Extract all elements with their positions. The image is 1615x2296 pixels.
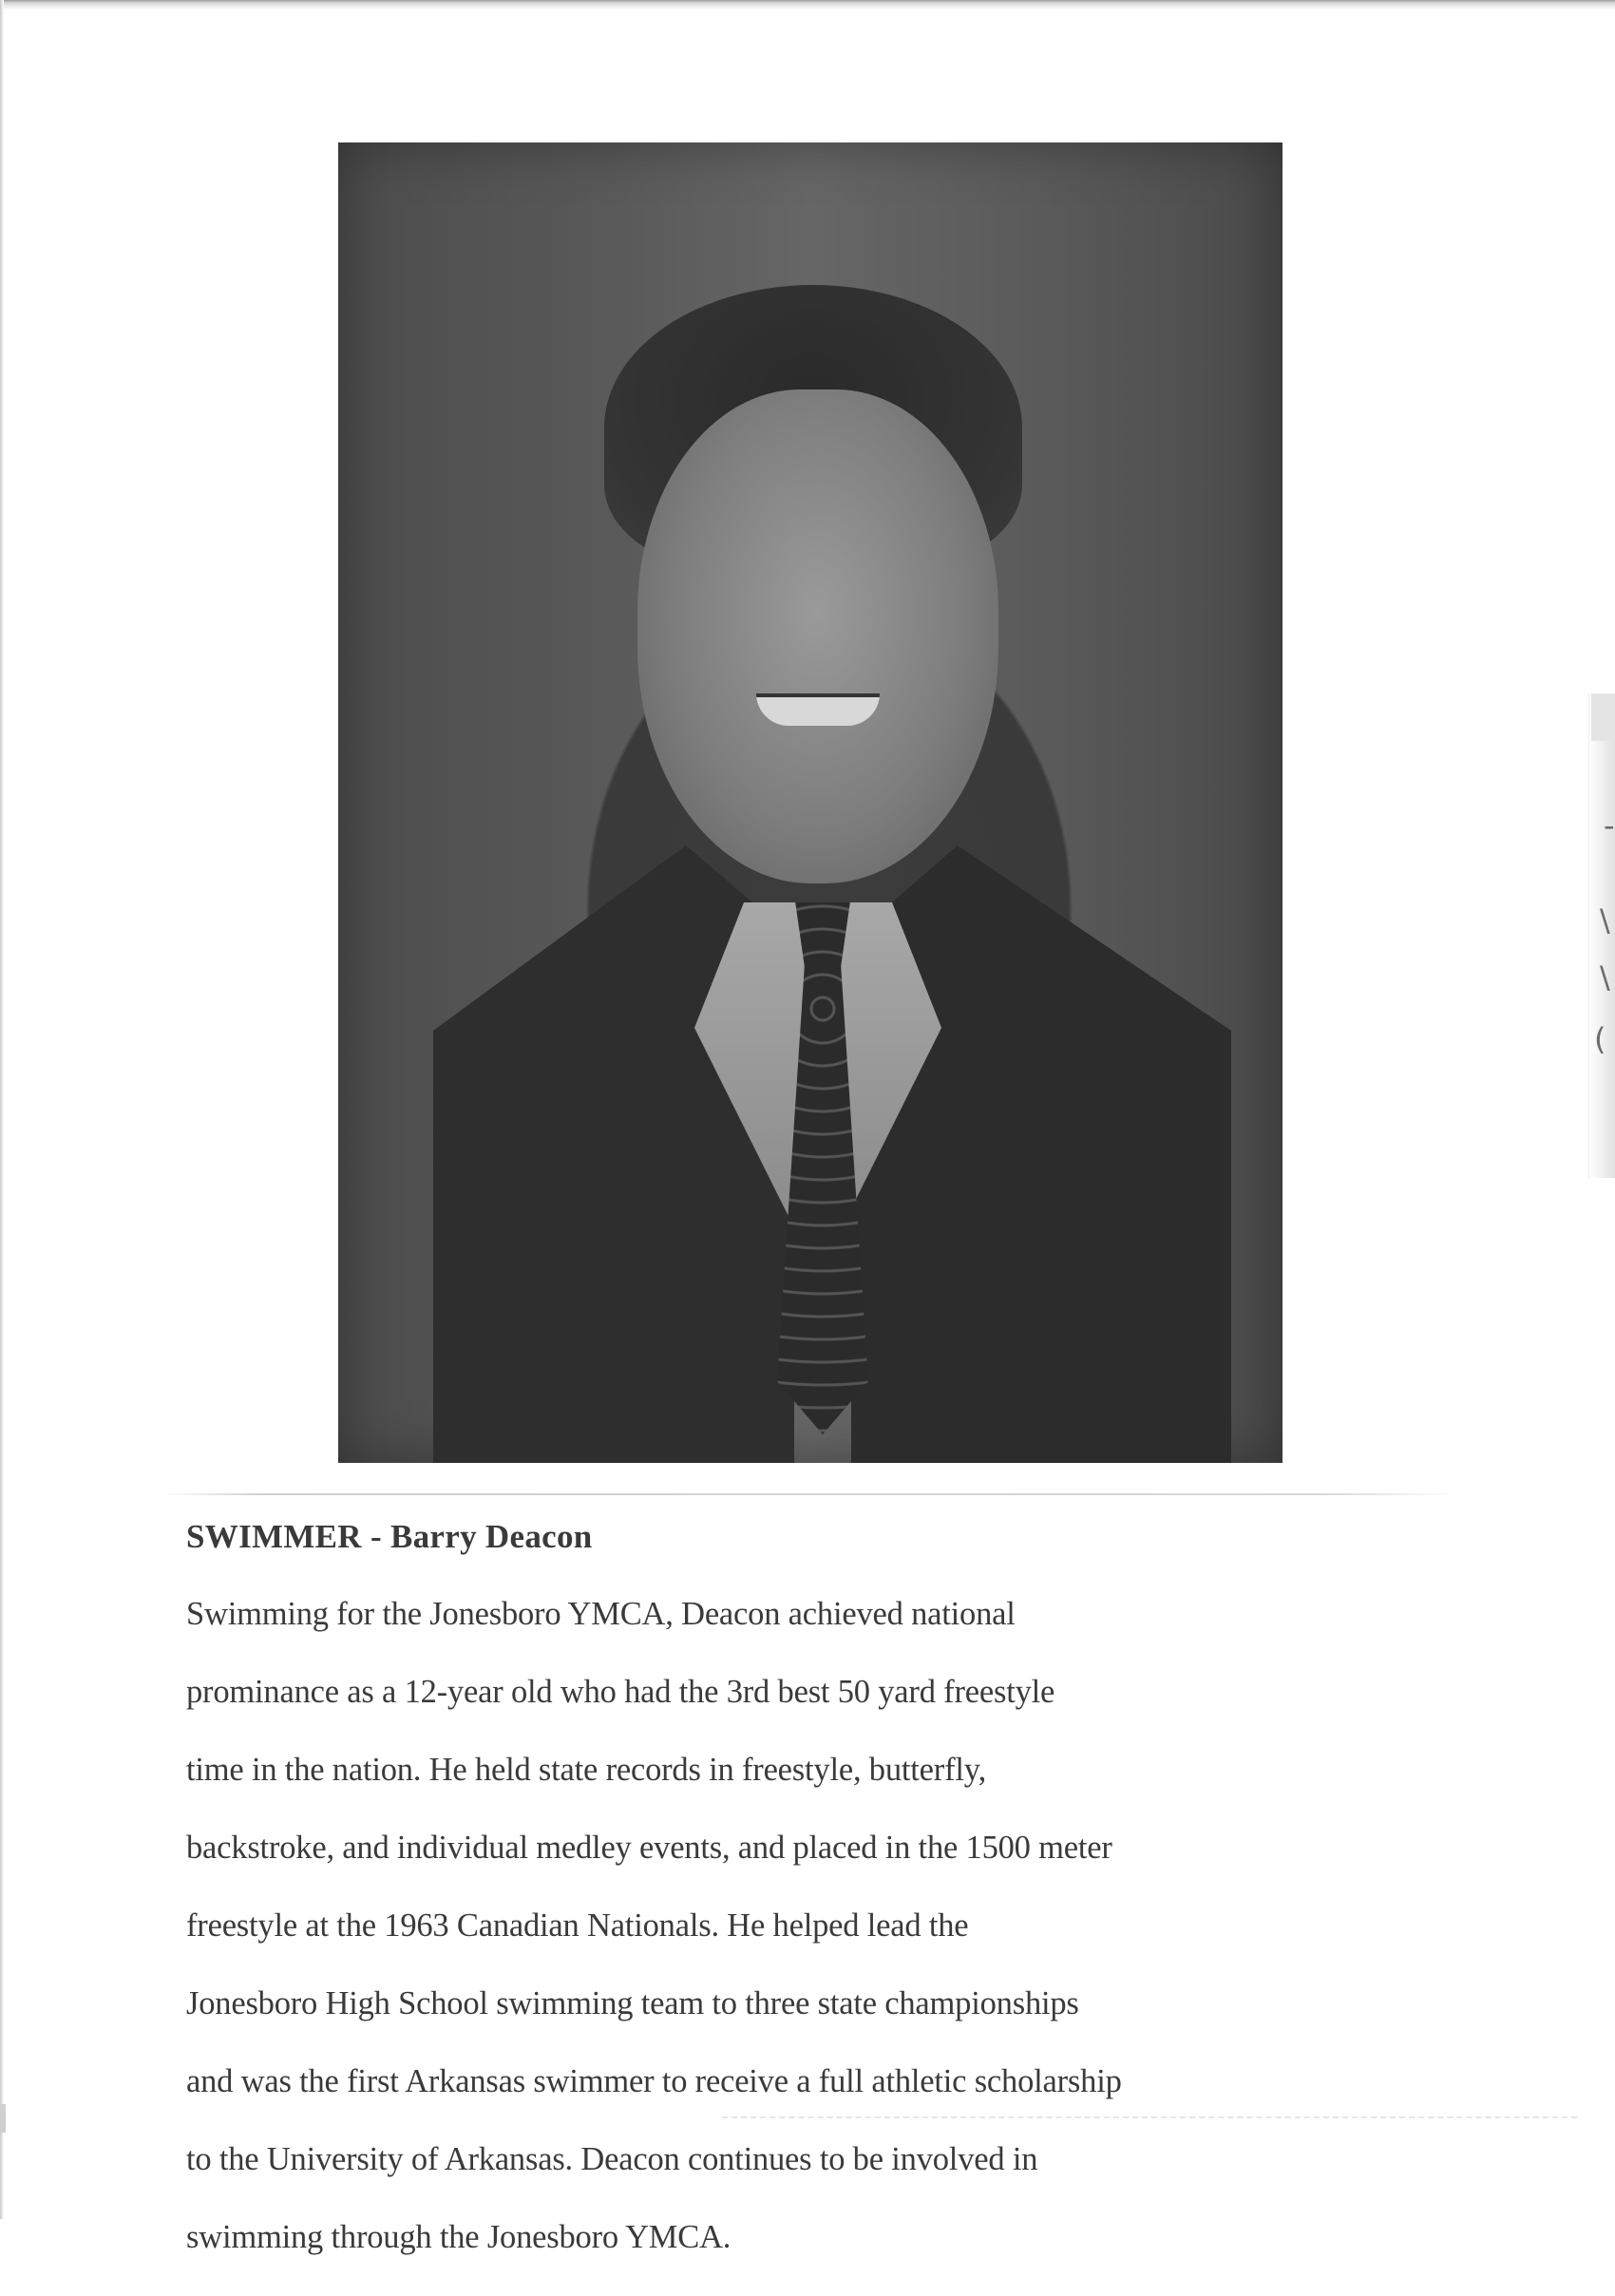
body-line: Jonesboro High School swimming team to three state championships xyxy=(186,1985,1079,2021)
body-line: and was the first Arkansas swimmer to receive a full athletic scholarship xyxy=(186,2063,1122,2099)
body-line: time in the nation. He held state records in freestyle, butterfly, xyxy=(186,1752,986,1788)
title-category: SWIMMER xyxy=(186,1518,362,1555)
page-edge-tab xyxy=(1591,693,1615,741)
title-name: Barry Deacon xyxy=(390,1518,593,1555)
caption-divider xyxy=(162,1493,1454,1495)
body-line: Swimming for the Jonesboro YMCA, Deacon achieved national xyxy=(186,1596,1016,1632)
handwritten-mark: - xyxy=(1604,807,1615,844)
scan-top-edge xyxy=(0,0,1615,9)
scan-bottom-artifact xyxy=(722,2116,1577,2119)
body-line: backstroke, and individual medley events, and placed in the 1500 meter xyxy=(186,1830,1112,1866)
body-line: swimming through the Jonesboro YMCA. xyxy=(186,2219,732,2255)
handwritten-mark: ( xyxy=(1594,1021,1606,1057)
body-line: freestyle at the 1963 Canadian Nationals. He helped lead the xyxy=(186,1907,969,1944)
handwritten-mark: \ xyxy=(1600,959,1610,996)
scan-left-edge xyxy=(0,0,4,2219)
smile-shape xyxy=(756,693,880,726)
suit-right-shape xyxy=(851,845,1231,1463)
body-line: to the University of Arkansas. Deacon continues to be involved in xyxy=(186,2141,1038,2177)
face-shape xyxy=(637,389,998,883)
body-line: prominance as a 12-year old who had the 3rd best 50 yard freestyle xyxy=(186,1674,1055,1710)
scan-left-artifact xyxy=(0,2104,6,2133)
handwritten-mark: \ xyxy=(1600,902,1610,939)
caption-body xyxy=(186,1556,1459,2296)
title-separator: - xyxy=(361,1518,390,1555)
caption-block xyxy=(186,1518,1459,2296)
caption-title xyxy=(186,1518,1459,1556)
portrait-photo xyxy=(338,142,1282,1463)
